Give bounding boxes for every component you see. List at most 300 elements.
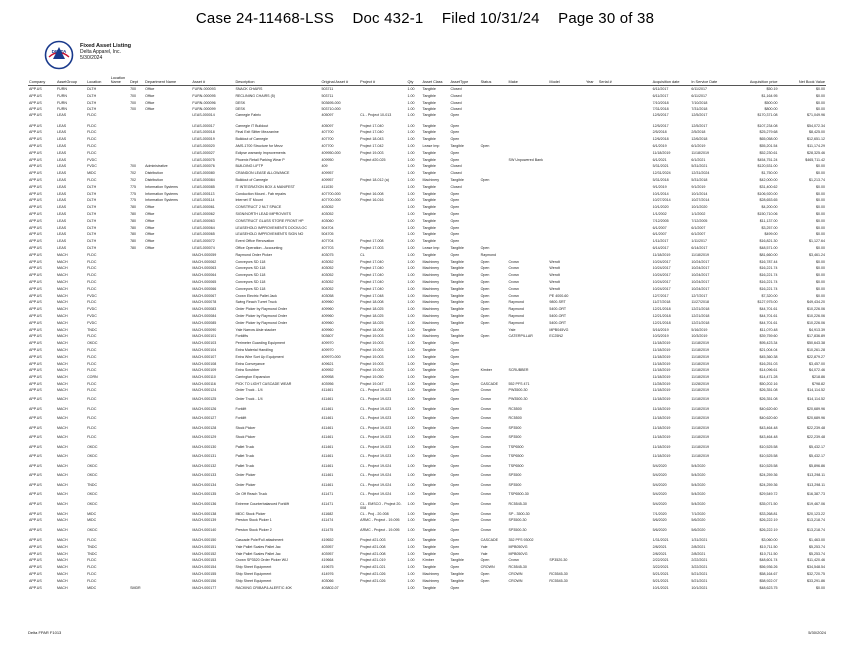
table-cell <box>548 157 585 164</box>
table-cell: MACH-000155 <box>192 572 217 577</box>
table-cell: Tangible <box>450 307 464 312</box>
table-cell <box>144 361 191 368</box>
table-cell <box>598 340 652 347</box>
table-cell <box>585 544 598 551</box>
table-cell <box>598 416 652 426</box>
table-cell: 1.00 <box>407 144 415 149</box>
table-cell: CRANDON LEASE ALLOWANCE <box>235 171 290 176</box>
table-cell: 1/11/2017 <box>691 239 708 244</box>
table-cell: 1/31/2021 <box>691 538 708 543</box>
table-cell: APP.US <box>29 572 42 577</box>
table-cell: Open <box>450 585 460 590</box>
table-cell: Open <box>480 286 490 291</box>
table-cell: APP.US <box>29 518 42 523</box>
table-cell <box>144 464 191 474</box>
table-cell <box>585 416 598 426</box>
table-cell: 11/18/2019 <box>652 341 671 346</box>
table-cell: $11,420.46 <box>807 558 825 563</box>
table-cell <box>585 483 598 493</box>
table-cell <box>585 327 598 334</box>
table-cell <box>359 170 406 177</box>
table-cell: $0.00 <box>816 585 825 590</box>
table-cell <box>144 252 191 259</box>
table-cell <box>598 557 652 564</box>
table-cell <box>110 129 129 136</box>
table-cell <box>508 86 549 93</box>
table-cell <box>585 340 598 347</box>
table-cell <box>144 492 191 502</box>
table-cell: FLDC <box>87 123 97 128</box>
table-row <box>28 163 826 170</box>
table-cell <box>548 435 585 445</box>
table-cell <box>598 293 652 300</box>
table-cell: Crown <box>480 518 491 523</box>
table-cell: LEAS-000113 <box>192 191 215 196</box>
table-cell: FLDC <box>87 435 97 440</box>
table-cell: MACH-000131 <box>192 454 217 459</box>
table-cell: 10/3/2019 <box>691 334 708 339</box>
table-cell <box>548 454 585 464</box>
table-cell <box>548 184 585 191</box>
table-cell: 1.00 <box>407 527 415 532</box>
table-cell: On Off Reach Truck <box>235 492 268 497</box>
table-cell <box>359 93 406 100</box>
table-cell: Project 17-040 <box>360 259 384 264</box>
table-cell: 11/18/2019 <box>691 368 710 373</box>
table-cell <box>110 551 129 558</box>
table-cell <box>480 136 508 143</box>
table-cell: PE 4000-60 <box>549 293 569 298</box>
table-cell: CASCADE <box>480 538 498 543</box>
table-cell: Open <box>450 354 460 359</box>
table-cell: MACH-000085 <box>192 320 217 325</box>
table-cell: DLTH <box>87 225 97 230</box>
table-cell: Information Systems <box>145 191 178 196</box>
table-cell: 405097 <box>321 123 334 128</box>
table-cell: $10,226.06 <box>807 314 825 318</box>
table-cell: Open <box>480 334 490 339</box>
table-cell <box>508 204 549 211</box>
table-cell: APP.US <box>29 334 42 339</box>
table-cell: DLTH <box>87 191 97 196</box>
table-cell: TSP6500 <box>508 454 524 459</box>
table-cell <box>548 445 585 455</box>
table-row <box>28 191 826 198</box>
table-cell <box>598 231 652 238</box>
column-header: In Service Date <box>690 73 729 86</box>
table-cell: APP.US <box>29 538 42 543</box>
table-cell: Tangible <box>422 425 436 430</box>
table-cell <box>508 123 549 130</box>
table-cell: MACH <box>56 341 68 346</box>
table-cell: $16,251.03 <box>759 361 778 366</box>
table-cell <box>598 225 652 232</box>
table-cell: APP.US <box>29 205 42 210</box>
table-cell: 775 <box>130 184 137 189</box>
table-cell: 6/1/2007 <box>691 232 706 237</box>
table-cell: $44,701.61 <box>759 314 778 318</box>
table-cell <box>129 544 144 551</box>
table-cell: MACH-000104 <box>192 347 217 352</box>
table-cell: MACH <box>56 273 68 278</box>
table-cell: $28,653.65 <box>759 198 778 203</box>
table-cell: Tangible <box>422 527 436 532</box>
table-cell: 6/11/2017 <box>652 87 669 91</box>
column-header: Model <box>548 73 585 86</box>
table-cell <box>110 136 129 143</box>
table-cell <box>585 306 598 313</box>
table-cell: 11/18/2019 <box>691 416 710 421</box>
table-cell: Crown <box>480 435 491 440</box>
table-cell <box>110 454 129 464</box>
table-cell: SW Unpowered Bank <box>508 157 543 162</box>
table-cell: MACH-000110 <box>192 375 216 380</box>
table-cell: Crown <box>480 473 491 478</box>
table-cell: $0.00 <box>816 212 825 217</box>
table-cell: Crown <box>480 501 491 506</box>
column-header: Original Asset # <box>320 73 359 86</box>
table-cell: Tangible <box>422 123 436 128</box>
table-cell: Closed <box>450 93 462 98</box>
table-cell <box>129 279 144 286</box>
table-cell: LEAS <box>56 232 67 237</box>
table-cell: 6/11/2017 <box>691 87 708 91</box>
table-cell: APP.US <box>29 100 42 105</box>
table-cell <box>129 272 144 279</box>
table-row <box>28 367 826 374</box>
table-cell: PW3500-30 <box>508 397 528 402</box>
table-row <box>28 184 826 191</box>
table-cell: $10,525.58 <box>759 444 778 449</box>
table-cell: 1.00 <box>407 137 415 142</box>
table-cell: 407700-000 <box>321 198 341 203</box>
table-cell: APP.US <box>29 307 42 312</box>
table-cell: DLTH <box>87 232 97 237</box>
table-cell <box>585 473 598 483</box>
table-cell <box>110 518 129 528</box>
table-cell <box>129 252 144 259</box>
table-cell: 6/11/2017 <box>652 93 669 98</box>
table-cell: 780 <box>130 205 137 210</box>
table-cell: Machinery <box>422 314 440 318</box>
table-cell: $42,000.00 <box>759 178 778 183</box>
table-cell: FLDC <box>87 130 97 135</box>
table-cell: Tangible <box>422 191 436 196</box>
table-cell: $50.19 <box>766 87 778 91</box>
table-cell: 503711 <box>321 87 334 91</box>
table-cell <box>144 299 191 306</box>
table-cell <box>598 136 652 143</box>
table-cell <box>144 129 191 136</box>
table-cell: Extra Scrubber <box>235 368 260 373</box>
table-cell: Tangible <box>422 100 436 105</box>
table-cell: Tangible <box>450 293 464 298</box>
table-cell: MACH <box>56 572 68 577</box>
table-cell: Tangible <box>422 397 436 402</box>
table-cell <box>144 578 191 585</box>
table-cell: FLDC <box>87 300 97 305</box>
table-cell <box>585 492 598 502</box>
table-cell: 10/24/2017 <box>652 280 671 285</box>
table-cell <box>129 571 144 578</box>
table-cell: MACH <box>56 585 68 590</box>
table-cell <box>585 129 598 136</box>
table-cell <box>144 367 191 374</box>
table-cell: RECLINING CHAIRS (5) <box>235 93 275 98</box>
table-cell: 12/5/2017 <box>691 113 708 118</box>
table-cell: 11/18/2019 <box>691 425 710 430</box>
table-cell: Tangible <box>422 232 436 237</box>
table-cell: SP3500 <box>508 473 522 478</box>
table-cell: $454,751.24 <box>757 157 778 162</box>
column-header: Year <box>585 73 598 86</box>
table-row <box>28 585 826 592</box>
table-cell: OKDC <box>87 463 98 468</box>
table-cell: Distribution <box>145 171 164 176</box>
table-cell: $34,548.54 <box>807 565 825 570</box>
table-cell: 10/24/2017 <box>652 259 671 264</box>
table-cell <box>144 571 191 578</box>
table-cell: CL - Project 19-023 <box>360 387 392 392</box>
table-cell: 5/4/2020 <box>691 492 706 497</box>
table-row <box>28 397 826 407</box>
table-cell <box>585 564 598 571</box>
table-cell: LEAS-000014 <box>192 113 215 118</box>
table-cell: Carrington Expansion <box>235 375 270 380</box>
table-cell <box>110 578 129 585</box>
table-cell <box>598 388 652 398</box>
table-cell: RC5500 <box>508 406 522 411</box>
table-cell: FLDC <box>87 397 97 402</box>
table-cell: 12/31/2024 <box>691 171 710 176</box>
table-cell: LEAS <box>56 130 67 135</box>
table-cell: Raymond <box>508 307 524 312</box>
table-cell <box>598 381 652 388</box>
table-cell: 11/18/2019 <box>652 387 671 392</box>
table-cell: SP3520-30 <box>549 558 568 563</box>
table-row <box>28 528 826 538</box>
table-row <box>28 492 826 502</box>
table-cell: Project #21-026 <box>360 572 386 577</box>
table-cell: Tangible <box>422 454 436 459</box>
table-cell: Tangible <box>422 361 436 366</box>
table-cell: 411461 <box>321 397 334 402</box>
table-cell: LEAS <box>56 113 67 118</box>
table-cell <box>144 537 191 544</box>
table-cell <box>110 327 129 334</box>
table-cell: CROWN <box>480 565 495 570</box>
table-cell: 1.00 <box>407 130 415 135</box>
table-cell <box>585 381 598 388</box>
table-cell: 403802-07 <box>321 585 339 590</box>
table-cell: 1.00 <box>407 280 415 285</box>
table-cell: $0.00 <box>816 198 825 203</box>
table-cell <box>585 225 598 232</box>
table-cell: 11/18/2019 <box>691 375 710 380</box>
table-cell <box>359 218 406 225</box>
table-cell: CL - Project 19-023 <box>360 397 392 402</box>
table-cell: Preston Stock Picker 2 <box>235 527 272 532</box>
table-cell <box>548 407 585 417</box>
table-cell: 12/21/2018 <box>652 307 671 312</box>
table-cell: 1.00 <box>407 572 415 577</box>
table-cell: MACH <box>56 387 68 392</box>
table-cell: EC25N2 <box>549 334 563 339</box>
table-cell: $5,432.17 <box>809 454 825 459</box>
table-cell: Project 19-003 <box>360 334 384 339</box>
table-cell: $127,975.00 <box>757 300 778 305</box>
table-cell: APP.US <box>29 551 42 556</box>
table-cell: 5/4/2020 <box>652 492 667 497</box>
table-cell: Tangible <box>450 266 464 271</box>
table-cell: 1.00 <box>407 212 415 217</box>
table-cell: DESK <box>235 100 246 105</box>
table-cell: Administrative <box>145 164 168 169</box>
table-cell: MACH <box>56 347 68 352</box>
table-cell: 1.00 <box>407 314 415 318</box>
table-cell: MACH-000084 <box>192 314 217 318</box>
table-cell: Tangible <box>422 501 436 506</box>
table-cell: MIDC <box>87 512 97 517</box>
table-cell: 7/12/2005 <box>691 218 708 223</box>
table-cell <box>548 245 585 252</box>
table-cell: LEAS-000027 <box>192 150 215 155</box>
table-cell: Perimeter Guarding Equipment <box>235 341 285 346</box>
table-cell: CL - Project 19-023 <box>360 454 392 459</box>
table-cell: FLDC <box>87 273 97 278</box>
table-cell: Open <box>450 198 460 203</box>
table-cell: OKDC <box>87 341 98 346</box>
table-cell: BUILDING LIFTP <box>235 164 264 169</box>
table-cell <box>508 585 549 592</box>
table-cell: APP.US <box>29 225 42 230</box>
table-cell: $16,387.73 <box>807 492 825 497</box>
table-cell: Project 17-040 <box>360 286 384 291</box>
table-cell: $218.86 <box>812 375 825 380</box>
table-cell <box>110 557 129 564</box>
table-row <box>28 473 826 483</box>
table-cell: MACH <box>56 565 68 570</box>
table-cell <box>585 571 598 578</box>
table-cell <box>110 204 129 211</box>
table-cell: 403052 <box>321 286 334 291</box>
table-cell: MACH <box>56 252 68 257</box>
table-cell: LEAS-000062 <box>192 212 215 217</box>
table-cell: 5/31/2021 <box>691 164 708 169</box>
table-cell: Carnegie IT Buildout <box>235 123 269 128</box>
table-cell: Crown <box>508 286 519 291</box>
table-cell <box>548 106 585 113</box>
table-cell <box>129 374 144 381</box>
table-cell: Project 19-047 <box>360 381 384 386</box>
table-cell: 1/1/2002 <box>652 212 667 217</box>
page-number: Page 30 of 38 <box>558 10 655 27</box>
table-cell <box>359 204 406 211</box>
table-cell <box>598 578 652 585</box>
table-cell: Open <box>450 416 460 421</box>
table-cell <box>585 170 598 177</box>
table-cell <box>129 511 144 518</box>
table-cell: APP.US <box>29 482 42 487</box>
table-cell: Tangible <box>450 144 464 149</box>
table-cell: $0.00 <box>816 184 825 189</box>
table-cell: OKDC <box>87 527 98 532</box>
table-cell <box>548 397 585 407</box>
table-cell: $1,750.00 <box>761 171 778 176</box>
table-cell <box>110 93 129 100</box>
table-cell <box>585 106 598 113</box>
table-cell: Open <box>450 551 460 556</box>
table-cell: 5/21/2021 <box>652 578 669 583</box>
table-cell <box>110 293 129 300</box>
table-cell: 11/18/2019 <box>652 347 671 352</box>
table-cell: $14,114.52 <box>807 387 825 392</box>
table-cell: Crown <box>480 454 491 459</box>
table-cell <box>144 272 191 279</box>
table-cell <box>548 388 585 398</box>
table-cell: Machinery <box>422 280 440 285</box>
table-cell <box>548 136 585 143</box>
table-cell: Open <box>450 375 460 380</box>
table-cell <box>129 265 144 272</box>
table-cell: Open <box>450 381 460 386</box>
table-cell: $3,060.00 <box>761 538 778 543</box>
table-cell: 7/1/2020 <box>652 512 667 517</box>
table-cell: 403957 <box>321 544 334 549</box>
table-cell: LEASEHOLD IMPROVEMENTS SIGN NO <box>235 232 304 237</box>
table-cell: APP.US <box>29 492 42 497</box>
table-cell <box>129 518 144 528</box>
table-cell: Wendt <box>549 266 560 271</box>
table-cell: MACH-000062 <box>192 259 217 264</box>
table-cell: Order Truck - 1/4 <box>235 387 263 392</box>
table-cell: Project #21-021 <box>360 565 386 570</box>
table-cell: 411461 <box>321 416 334 421</box>
table-cell: 11/18/2019 <box>652 368 671 373</box>
company-name: Delta Apparel, Inc. <box>80 49 121 56</box>
table-cell <box>110 299 129 306</box>
table-cell: 10/1/2014 <box>691 191 708 196</box>
table-cell <box>598 528 652 538</box>
table-cell: $5,253.74 <box>809 551 825 556</box>
table-row <box>28 279 826 286</box>
table-cell: Tangible <box>422 341 436 346</box>
table-cell: Lease Imp <box>422 246 440 251</box>
table-cell: APP.US <box>29 293 42 298</box>
table-cell: FLDC <box>87 538 97 543</box>
table-cell: 1.00 <box>407 327 415 332</box>
table-cell: 411461 <box>321 473 334 478</box>
table-cell: Crown <box>508 293 519 298</box>
table-cell: $170,371.08 <box>757 113 778 118</box>
table-cell: 12/5/2017 <box>652 123 669 128</box>
table-cell: TNDC <box>87 482 98 487</box>
logo-wordmark: DELTA <box>51 49 67 55</box>
table-cell: $4,200.00 <box>761 205 778 210</box>
table-cell: 780 <box>130 239 137 244</box>
table-cell: Open <box>480 266 490 271</box>
table-cell: MACH-000078 <box>192 300 217 305</box>
table-body <box>28 86 826 592</box>
table-cell: 1.00 <box>407 406 415 411</box>
table-cell: Order Picker <box>235 473 256 478</box>
table-cell: APP.US <box>29 444 42 449</box>
table-cell: APP.US <box>29 416 42 421</box>
table-cell <box>585 354 598 361</box>
table-cell: CL - Project 19-023 <box>360 416 392 421</box>
table-cell: 1.00 <box>407 320 415 325</box>
table-cell: 403058 <box>321 293 334 298</box>
